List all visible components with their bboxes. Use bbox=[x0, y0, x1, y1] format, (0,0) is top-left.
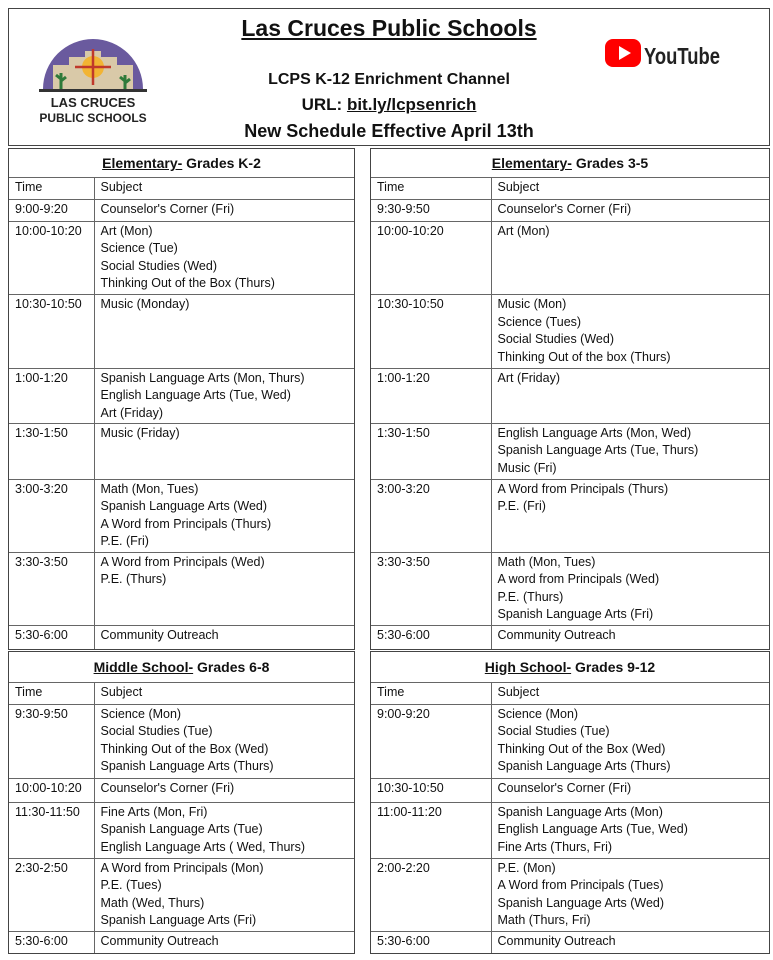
subject-cell: Community Outreach bbox=[94, 626, 354, 649]
subject-cell: Music (Friday) bbox=[94, 424, 354, 479]
page-title: Las Cruces Public Schools bbox=[241, 15, 537, 41]
time-cell: 10:30-10:50 bbox=[9, 295, 94, 368]
time-cell: 11:00-11:20 bbox=[371, 802, 491, 858]
section-high-school bbox=[370, 651, 770, 954]
subject-cell: Art (Friday) bbox=[491, 368, 769, 423]
url-line bbox=[9, 95, 769, 115]
time-cell: 10:30-10:50 bbox=[371, 295, 491, 368]
subject-cell: A Word from Principals (Thurs) P.E. (Fri) bbox=[491, 479, 769, 552]
time-cell: 1:00-1:20 bbox=[9, 368, 94, 424]
section-elementary-35 bbox=[370, 148, 770, 650]
subject-header: Subject bbox=[491, 177, 769, 199]
time-cell: 3:00-3:20 bbox=[9, 479, 94, 552]
url-label: URL: bbox=[301, 95, 343, 114]
time-cell: 3:00-3:20 bbox=[371, 479, 491, 552]
time-cell: 10:00-10:20 bbox=[9, 221, 94, 294]
subject-cell: A Word from Principals (Wed) P.E. (Thurs) bbox=[94, 552, 354, 625]
subject-cell: Math (Mon, Tues) A word from Principals (Wed) P.E. (Thurs) Spanish Language Arts (Fri) bbox=[491, 552, 769, 625]
section-middle-school bbox=[8, 651, 355, 954]
schedule-table bbox=[9, 149, 354, 649]
subject-cell: Music (Monday) bbox=[94, 295, 354, 368]
subject-cell: Counselor's Corner (Fri) bbox=[491, 199, 769, 221]
subject-cell: P.E. (Mon) A Word from Principals (Tues) Spanish Language Arts (Wed) Math (Thurs, Fri) bbox=[491, 858, 769, 931]
time-cell: 9:30-9:50 bbox=[371, 199, 491, 221]
subject-header: Subject bbox=[94, 177, 354, 199]
section-title: Middle School- Grades 6-8 bbox=[9, 652, 354, 682]
subject-cell: Community Outreach bbox=[491, 626, 769, 649]
schedule-table bbox=[371, 652, 769, 953]
time-cell: 5:30-6:00 bbox=[9, 626, 94, 649]
time-cell: 10:00-10:20 bbox=[371, 221, 491, 294]
time-cell: 5:30-6:00 bbox=[371, 626, 491, 649]
section-title: Elementary- Grades K-2 bbox=[9, 149, 354, 177]
svg-text:PUBLIC SCHOOLS: PUBLIC SCHOOLS bbox=[39, 111, 147, 125]
section-elementary-k2 bbox=[8, 148, 355, 650]
time-cell: 10:00-10:20 bbox=[9, 778, 94, 802]
time-cell: 5:30-6:00 bbox=[371, 931, 491, 953]
schedule-header bbox=[8, 8, 770, 146]
section-title: Elementary- Grades 3-5 bbox=[371, 149, 769, 177]
channel-name: LCPS K-12 Enrichment Channel bbox=[268, 71, 510, 88]
svg-text:YouTube: YouTube bbox=[644, 43, 720, 69]
time-cell: 9:00-9:20 bbox=[9, 199, 94, 221]
effective-date: New Schedule Effective April 13th bbox=[244, 121, 534, 141]
subject-cell: English Language Arts (Mon, Wed) Spanish Language Arts (Tue, Thurs) Music (Fri) bbox=[491, 423, 769, 479]
time-cell: 9:00-9:20 bbox=[371, 704, 491, 778]
subject-cell: Math (Mon, Tues) Spanish Language Arts (Wed) A Word from Principals (Thurs) P.E. (Fri) bbox=[94, 479, 354, 552]
subject-cell: Community Outreach bbox=[491, 931, 769, 953]
subject-cell: Spanish Language Arts (Mon, Thurs) English Language Arts (Tue, Wed) Art (Friday) bbox=[94, 368, 354, 424]
time-cell: 10:30-10:50 bbox=[371, 778, 491, 802]
time-header: Time bbox=[371, 682, 491, 704]
time-cell: 9:30-9:50 bbox=[9, 704, 94, 778]
time-cell: 1:30-1:50 bbox=[371, 423, 491, 479]
subject-cell: Counselor's Corner (Fri) bbox=[94, 778, 354, 802]
subject-cell: Music (Mon) Science (Tues) Social Studies (Wed) Thinking Out of the box (Thurs) bbox=[491, 295, 769, 368]
subject-header: Subject bbox=[491, 682, 769, 704]
schedule-table bbox=[371, 149, 769, 649]
time-cell: 1:00-1:20 bbox=[371, 368, 491, 423]
subject-cell: A Word from Principals (Mon) P.E. (Tues) Math (Wed, Thurs) Spanish Language Arts (Fri) bbox=[94, 858, 354, 931]
subject-cell: Science (Mon) Social Studies (Tue) Thinking Out of the Box (Wed) Spanish Language Arts (Thurs) bbox=[491, 704, 769, 778]
time-cell: 11:30-11:50 bbox=[9, 802, 94, 858]
schedule-table bbox=[9, 652, 354, 953]
section-title: High School- Grades 9-12 bbox=[371, 652, 769, 682]
time-cell: 3:30-3:50 bbox=[9, 552, 94, 625]
youtube-logo-icon bbox=[605, 35, 721, 75]
time-cell: 2:30-2:50 bbox=[9, 858, 94, 931]
time-header: Time bbox=[371, 177, 491, 199]
time-header: Time bbox=[9, 682, 94, 704]
subject-cell: Spanish Language Arts (Mon) English Language Arts (Tue, Wed) Fine Arts (Thurs, Fri) bbox=[491, 802, 769, 858]
time-cell: 2:00-2:20 bbox=[371, 858, 491, 931]
time-header: Time bbox=[9, 177, 94, 199]
subject-cell: Science (Mon) Social Studies (Tue) Thinking Out of the Box (Wed) Spanish Language Arts (Thurs) bbox=[94, 704, 354, 778]
time-cell: 1:30-1:50 bbox=[9, 424, 94, 479]
subject-cell: Community Outreach bbox=[94, 931, 354, 953]
time-cell: 3:30-3:50 bbox=[371, 552, 491, 625]
subject-cell: Counselor's Corner (Fri) bbox=[94, 199, 354, 221]
subject-cell: Art (Mon) Science (Tue) Social Studies (Wed) Thinking Out of the Box (Thurs) bbox=[94, 221, 354, 294]
svg-text:LAS CRUCES: LAS CRUCES bbox=[50, 95, 136, 110]
subject-header: Subject bbox=[94, 682, 354, 704]
time-cell: 5:30-6:00 bbox=[9, 931, 94, 953]
subject-cell: Fine Arts (Mon, Fri) Spanish Language Arts (Tue) English Language Arts ( Wed, Thurs) bbox=[94, 802, 354, 858]
subject-cell: Art (Mon) bbox=[491, 221, 769, 294]
subject-cell: Counselor's Corner (Fri) bbox=[491, 778, 769, 802]
url-link[interactable]: bit.ly/lcpsenrich bbox=[346, 95, 477, 114]
